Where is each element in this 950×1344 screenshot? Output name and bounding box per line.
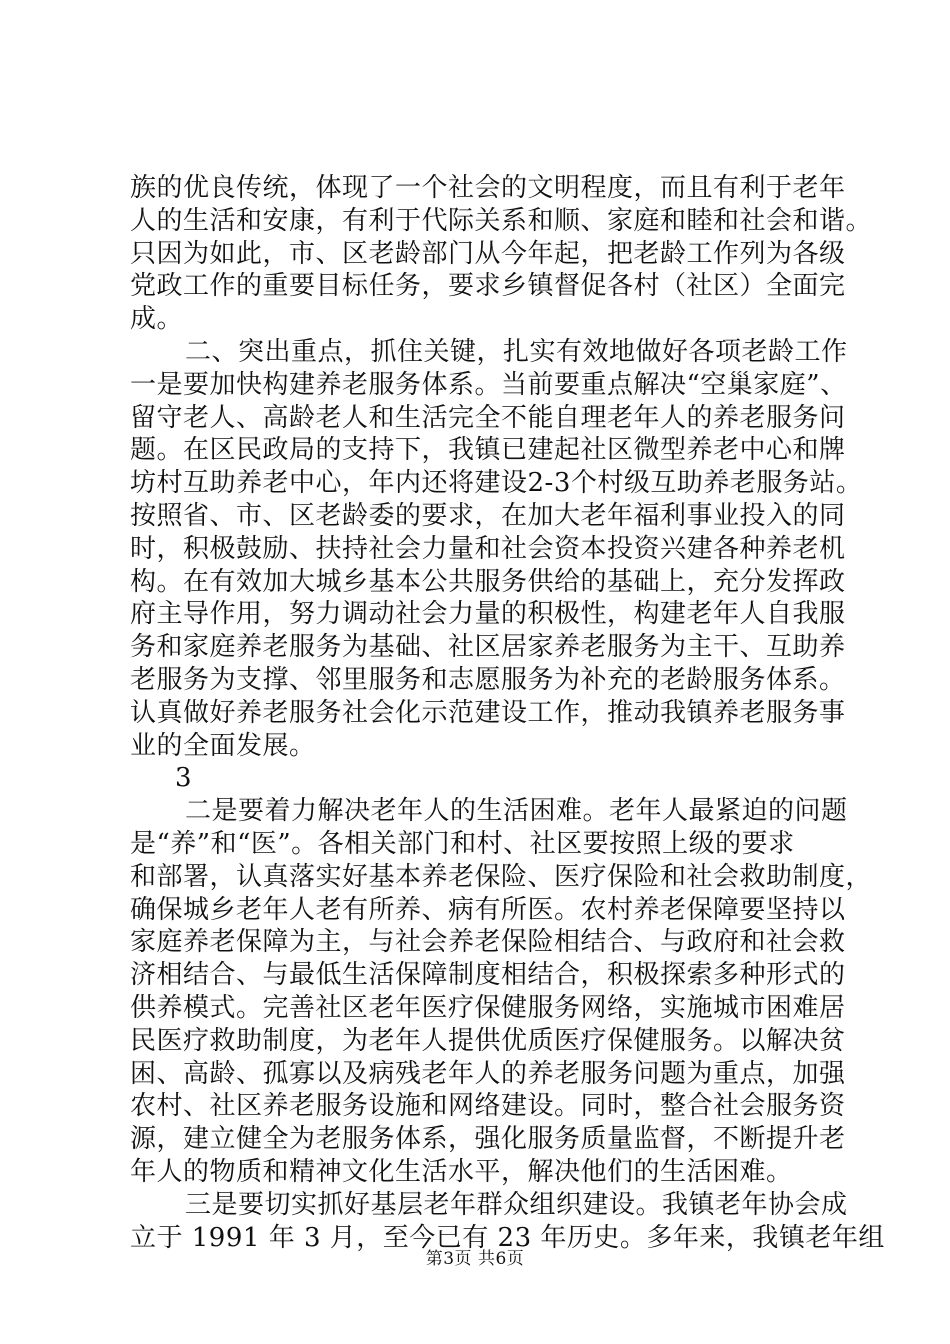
text-line: 是“养”和“医”。各相关部门和村、社区要按照上级的要求 — [130, 828, 795, 859]
text-line: 民医疗救助制度，为老年人提供优质医疗保健服务。以解决贫 — [130, 1025, 846, 1056]
text-line: 老服务为支撑、邻里服务和志愿服务为补充的老龄服务体系。 — [130, 664, 846, 695]
text-line: 留守老人、高龄老人和生活完全不能自理老年人的养老服务问 — [130, 402, 846, 433]
text-line: 源，建立健全为老服务体系，强化服务质量监督，不断提升老 — [130, 1124, 846, 1155]
text-line: 供养模式。完善社区老年医疗保健服务网络，实施城市困难居 — [130, 992, 846, 1023]
text-line: 府主导作用，努力调动社会力量的积极性，构建老年人自我服 — [130, 599, 846, 630]
text-line: 和部署，认真落实好基本养老保险、医疗保险和社会救助制度， — [130, 861, 873, 892]
text-line: 年人的物质和精神文化生活水平，解决他们的生活困难。 — [130, 1156, 793, 1187]
text-line: 按照省、市、区老龄委的要求，在加大老年福利事业投入的同 — [130, 500, 846, 531]
text-line: 确保城乡老年人老有所养、病有所医。农村养老保障要坚持以 — [130, 894, 846, 925]
text-line: 济相结合、与最低生活保障制度相结合，积极探索多种形式的 — [130, 960, 846, 991]
text-line: 族的优良传统，体现了一个社会的文明程度，而且有利于老年 — [130, 173, 846, 203]
text-line: 时，积极鼓励、扶持社会力量和社会资本投资兴建各种养老机 — [130, 533, 846, 564]
document-body — [130, 172, 885, 1254]
text-line: 农村、社区养老服务设施和网络建设。同时，整合社会服务资 — [130, 1091, 846, 1122]
text-line: 家庭养老保障为主，与社会养老保险相结合、与政府和社会救 — [130, 927, 846, 958]
text-line: 务和家庭养老服务为基础、社区居家养老服务为主干、互助养 — [130, 632, 846, 663]
text-line: 二是要着力解决老年人的生活困难。老年人最紧迫的问题 — [185, 796, 848, 827]
text-line: 人的生活和安康，有利于代际关系和顺、家庭和睦和社会和谐。 — [130, 205, 873, 236]
text-line: 构。在有效加大城乡基本公共服务供给的基础上，充分发挥政 — [130, 566, 846, 597]
text-line: 认真做好养老服务社会化示范建设工作，推动我镇养老服务事 — [130, 697, 846, 728]
text-line: 立于 1991 年 3 月，至今已有 23 年历史。多年来，我镇老年组 — [130, 1222, 885, 1253]
text-line: 题。在区民政局的支持下，我镇已建起社区微型养老中心和牌 — [130, 435, 846, 466]
text-line: 只因为如此，市、区老龄部门从今年起，把老龄工作列为各级 — [130, 238, 846, 269]
text-line: 三是要切实抓好基层老年群众组织建设。我镇老年协会成 — [185, 1189, 848, 1220]
text-line: 党政工作的重要目标任务，要求乡镇督促各村（社区）全面完 — [130, 271, 846, 302]
page-number-marker: 3 — [175, 763, 193, 794]
text-line: 一是要加快构建养老服务体系。当前要重点解决“空巢家庭”、 — [130, 369, 847, 400]
text-line: 坊村互助养老中心，年内还将建设2-3个村级互助养老服务站。 — [130, 468, 863, 499]
text-line: 成。 — [130, 304, 184, 335]
text-line: 困、高龄、孤寡以及病残老年人的养老服务问题为重点，加强 — [130, 1058, 846, 1089]
text-line: 二、突出重点，抓住关键，扎实有效地做好各项老龄工作 — [185, 336, 848, 367]
text-line: 业的全面发展。 — [130, 730, 316, 761]
page-footer: 第3页 共6页 — [425, 1249, 525, 1269]
